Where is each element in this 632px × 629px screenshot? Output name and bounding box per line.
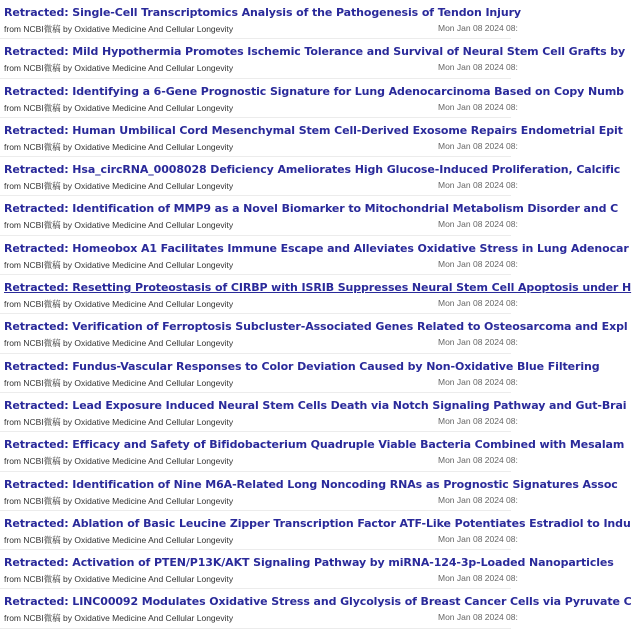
feed-item [0,236,629,275]
article-date: Mon Jan 08 2024 08: [438,494,518,505]
feed-item [0,354,600,393]
article-source: from NCBI微稿 by Oxidative Medicine And Cellular Longevity [4,24,234,34]
article-title-link[interactable]: Retracted: LINC00092 Modulates Oxidative Stress and Glycolysis of Breast Cancer Cells via Pyruvate C [4,595,632,609]
article-title-link[interactable]: Retracted: Mild Hypothermia Promotes Ischemic Tolerance and Survival of Neural Stem Cell Grafts by [4,45,626,59]
feed-item [0,196,619,235]
article-source: from NCBI微稿 by Oxidative Medicine And Cellular Longevity [4,495,234,506]
feed-item [0,275,632,314]
feed-item [0,0,521,39]
article-date: Mon Jan 08 2024 08: [438,23,518,33]
article-title-link[interactable]: Retracted: Activation of PTEN/P13K/AKT Signaling Pathway by miRNA-124-3p-Loaded Nanoparticles [4,556,614,570]
article-title-link[interactable]: Retracted: Verification of Ferroptosis Subcluster-Associated Genes Related to Osteosarcoma and Expl [4,320,628,334]
article-title-link[interactable]: Retracted: Hsa_circRNA_0008028 Deficiency Ameliorates High Glucose-Induced Proliferation, Calcific [4,163,621,177]
article-title-link[interactable]: Retracted: Human Umbilical Cord Mesenchymal Stem Cell-Derived Exosome Repairs Endometrial Epit [4,123,623,137]
article-date: Mon Jan 08 2024 08: [438,455,518,466]
article-date: Mon Jan 08 2024 08: [438,337,518,348]
article-source: from NCBI微稿 by Oxidative Medicine And Cellular Longevity [4,181,234,192]
article-title-link[interactable]: Retracted: Resetting Proteostasis of CIRBP with ISRIB Suppresses Neural Stem Cell Apoptosis under H [4,281,632,295]
feed-item [0,432,625,471]
article-source: from NCBI微稿 by Oxidative Medicine And Cellular Longevity [4,613,234,624]
article-title-link[interactable]: Retracted: Fundus-Vascular Responses to Color Deviation Caused by Non-Oxidative Blue Filtering [4,359,600,373]
feed-item [0,118,623,157]
article-source: from NCBI微稿 by Oxidative Medicine And Cellular Longevity [4,377,234,388]
feed-item [0,472,618,511]
feed-item [0,550,614,589]
feed-item [0,314,628,353]
feed-item [0,393,627,432]
article-source: from NCBI微稿 by Oxidative Medicine And Cellular Longevity [4,456,234,467]
article-title-link[interactable]: Retracted: Homeobox A1 Facilitates Immune Escape and Alleviates Oxidative Stress in Lung Adenocar [4,241,629,255]
article-title-link[interactable]: Retracted: Identification of MMP9 as a Novel Biomarker to Mitochondrial Metabolism Disorder and C [4,202,619,216]
article-title-link[interactable]: Retracted: Efficacy and Safety of Bifidobacterium Quadruple Viable Bacteria Combined with Mesalam [4,438,625,452]
article-title-link[interactable]: Retracted: Identifying a 6-Gene Prognostic Signature for Lung Adenocarcinoma Based on Copy Numb [4,84,624,98]
article-date: Mon Jan 08 2024 08: [438,258,518,269]
feed-item [0,39,626,78]
article-source: from NCBI微稿 by Oxidative Medicine And Cellular Longevity [4,259,234,270]
article-title-link[interactable]: Retracted: Identification of Nine M6A-Related Long Noncoding RNAs as Prognostic Signatures Assoc [4,477,618,491]
article-source: from NCBI微稿 by Oxidative Medicine And Cellular Longevity [4,416,234,427]
feed-item [0,79,624,118]
article-source: from NCBI微稿 by Oxidative Medicine And Cellular Longevity [4,141,234,152]
feed-item [0,511,631,550]
article-source: from NCBI微稿 by Oxidative Medicine And Cellular Longevity [4,534,234,545]
article-source: from NCBI微稿 by Oxidative Medicine And Cellular Longevity [4,299,234,310]
article-date: Mon Jan 08 2024 08: [438,62,518,73]
article-title-link[interactable]: Retracted: Single-Cell Transcriptomics Analysis of the Pathogenesis of Tendon Injury [4,6,521,19]
article-source: from NCBI微稿 by Oxidative Medicine And Cellular Longevity [4,63,234,74]
article-date: Mon Jan 08 2024 08: [438,376,518,387]
article-date: Mon Jan 08 2024 08: [438,140,518,151]
article-date: Mon Jan 08 2024 08: [438,573,518,584]
article-title-link[interactable]: Retracted: Lead Exposure Induced Neural Stem Cells Death via Notch Signaling Pathway and Gut-Brai [4,398,627,412]
article-date: Mon Jan 08 2024 08: [438,415,518,426]
article-source: from NCBI微稿 by Oxidative Medicine And Cellular Longevity [4,102,234,113]
feed-item [0,589,632,628]
article-source: from NCBI微稿 by Oxidative Medicine And Cellular Longevity [4,574,234,585]
article-date: Mon Jan 08 2024 08: [438,298,518,309]
article-source: from NCBI微稿 by Oxidative Medicine And Cellular Longevity [4,338,234,349]
article-date: Mon Jan 08 2024 08: [438,180,518,191]
article-date: Mon Jan 08 2024 08: [438,612,518,623]
feed-item [0,157,621,196]
article-date: Mon Jan 08 2024 08: [438,219,518,230]
article-date: Mon Jan 08 2024 08: [438,533,518,544]
article-source: from NCBI微稿 by Oxidative Medicine And Cellular Longevity [4,220,234,231]
article-date: Mon Jan 08 2024 08: [438,101,518,112]
article-title-link[interactable]: Retracted: Ablation of Basic Leucine Zipper Transcription Factor ATF-Like Potentiates Estradiol to Indu [4,516,631,530]
